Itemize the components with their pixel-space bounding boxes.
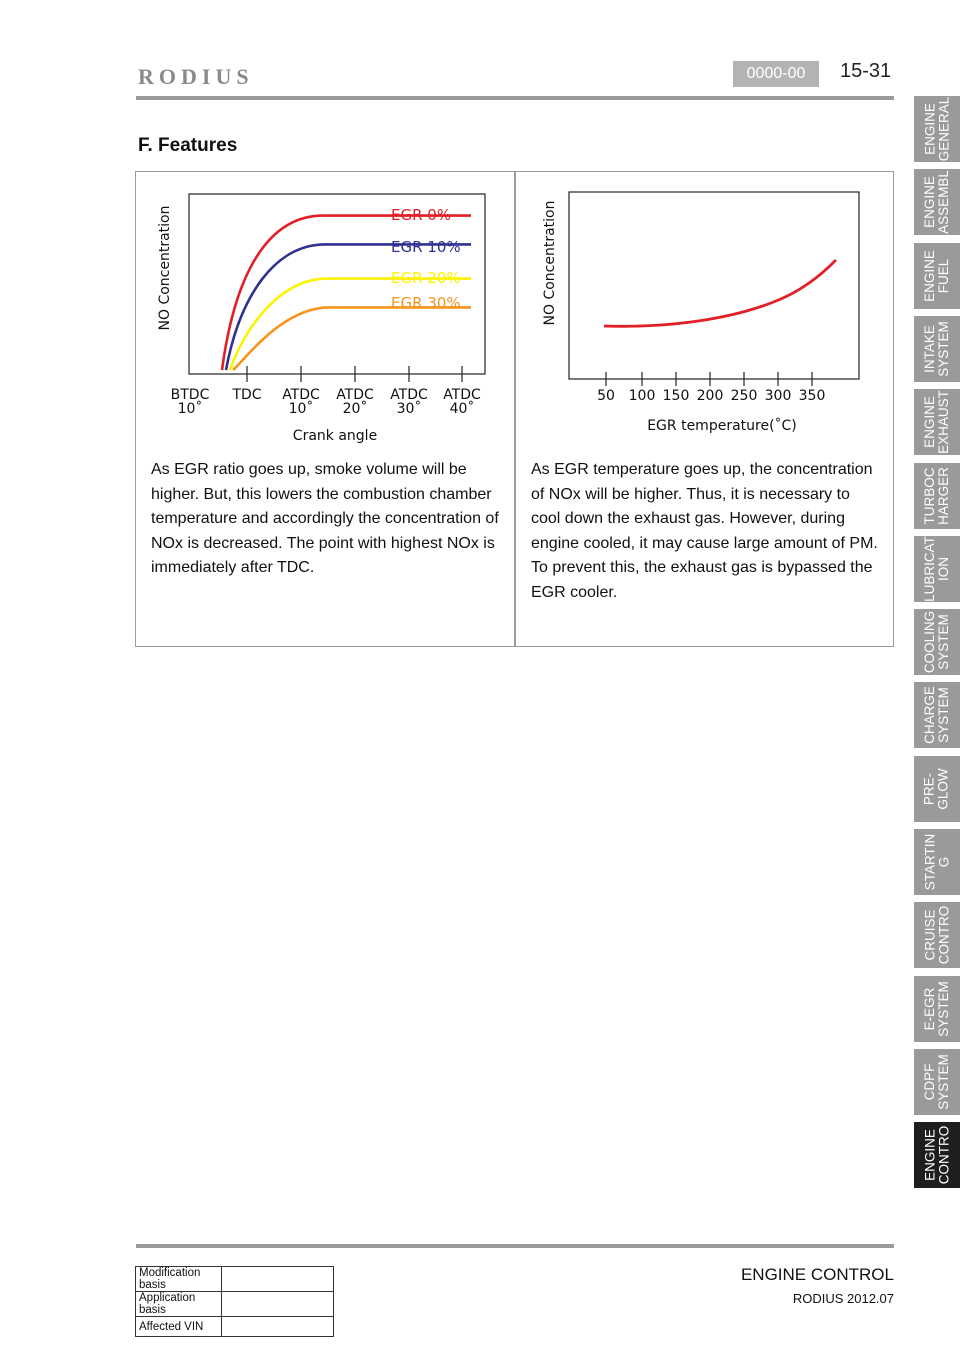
table-value: [222, 1267, 334, 1292]
egr-ratio-chart: [135, 175, 514, 450]
side-tab[interactable]: [914, 1122, 960, 1188]
right-x-tick-label: 300: [764, 388, 792, 404]
right-description: As EGR temperature goes up, the concentration of NOx will be higher. Thus, it is necessary to cool down the exhaust gas. However, during engine cooled, it may cause large amount of PM. To prevent this, the exhaust gas is bypassed the EGR cooler.: [531, 461, 878, 601]
right-plot-frame: [569, 192, 859, 379]
side-tab-label: LUBRICAT ION: [922, 535, 952, 602]
side-tab[interactable]: [914, 756, 960, 822]
left-x-tick-label: ATDC: [443, 387, 481, 403]
table-row: [136, 1292, 334, 1317]
left-series-label: EGR 20%: [391, 269, 461, 287]
side-tab[interactable]: [914, 682, 960, 748]
right-xlabel: EGR temperature(˚C): [647, 418, 797, 434]
left-x-tick-label: BTDC: [170, 387, 210, 403]
side-tab-label: COOLING SYSTEM: [922, 610, 952, 674]
right-x-tick-label: 250: [730, 388, 758, 404]
right-x-tick-label: 200: [696, 388, 724, 404]
side-tab[interactable]: [914, 316, 960, 382]
egr-temperature-chart: [516, 175, 894, 440]
side-tab[interactable]: [914, 243, 960, 309]
side-tab-label: TURBOC HARGER: [922, 466, 952, 525]
side-tab-label: ENGINE FUEL: [922, 249, 952, 302]
side-tab-label: CDPF SYSTEM: [922, 1054, 952, 1110]
footer-rule: [136, 1244, 894, 1248]
side-tab[interactable]: [914, 389, 960, 455]
side-tab-label: CRUISE CONTRO: [922, 906, 951, 965]
side-tab-label: ENGINE GENERAL: [922, 96, 951, 162]
right-ylabel: NO Concentration: [542, 200, 558, 326]
left-xlabel: Crank angle: [292, 428, 378, 444]
side-tab[interactable]: [914, 169, 960, 235]
left-x-tick-sublabel: 20˚: [342, 401, 368, 417]
side-tab-label: CHARGE SYSTEM: [922, 686, 952, 745]
table-row: [136, 1317, 334, 1337]
right-x-tick-label: 350: [798, 388, 826, 404]
side-tab-label: ENGINE EXHAUST: [922, 390, 952, 455]
table-label: Affected VIN: [136, 1317, 222, 1337]
side-tab[interactable]: [914, 609, 960, 675]
left-series-label: EGR 10%: [391, 238, 461, 256]
table-value: [222, 1317, 334, 1337]
footer-title: ENGINE CONTROL: [740, 1265, 894, 1284]
side-tab[interactable]: [914, 1049, 960, 1115]
table-row: [136, 1267, 334, 1292]
footer-subtitle: RODIUS 2012.07: [792, 1291, 894, 1306]
table-label: Application basis: [136, 1292, 222, 1317]
section-title: F. Features: [138, 135, 238, 156]
left-series-line: [230, 279, 471, 370]
right-x-tick-label: 100: [628, 388, 656, 404]
header-rule: [136, 96, 894, 100]
side-tab[interactable]: [914, 463, 960, 529]
left-x-tick-label: TDC: [232, 387, 262, 403]
left-series-label: EGR 0%: [391, 206, 452, 224]
right-x-tick-label: 50: [597, 388, 615, 404]
side-tab-label: E-EGR SYSTEM: [922, 980, 952, 1037]
right-x-tick-label: 150: [662, 388, 690, 404]
side-tab[interactable]: [914, 829, 960, 895]
left-x-tick-sublabel: 10˚: [288, 401, 314, 417]
side-tab[interactable]: [914, 96, 960, 162]
side-tab-label: ENGINE CONTRO: [922, 1125, 951, 1185]
table-value: [222, 1292, 334, 1317]
left-x-tick-sublabel: 30˚: [396, 401, 422, 417]
left-description: As EGR ratio goes up, smoke volume will be higher. But, this lowers the combustion chamber temperature and accordingly the concentration of NOx is decreased. The point with highest NOx is immediately after TDC.: [151, 461, 499, 576]
left-x-tick-label: ATDC: [282, 387, 320, 403]
side-tab[interactable]: [914, 902, 960, 968]
table-label: Modification basis: [136, 1267, 222, 1292]
side-tab[interactable]: [914, 976, 960, 1042]
side-tab-label: INTAKE SYSTEM: [922, 321, 952, 377]
modification-table: [135, 1266, 334, 1337]
rodius-logo: RODIUS: [138, 64, 254, 89]
side-tab-label: PRE- GLOW: [921, 768, 951, 810]
side-tab-label: STARTIN G: [922, 833, 952, 891]
left-series-label: EGR 30%: [391, 294, 461, 312]
right-series-line: [604, 260, 836, 326]
side-tab[interactable]: [914, 536, 960, 602]
side-tab-label: ENGINE ASSEMBL: [922, 170, 951, 235]
page-number: 15-31: [840, 60, 892, 82]
left-x-tick-label: ATDC: [390, 387, 428, 403]
left-series-line: [233, 307, 471, 370]
left-ylabel: NO Concentration: [157, 205, 173, 331]
left-x-tick-label: ATDC: [336, 387, 374, 403]
section-code-badge: 0000-00: [733, 61, 819, 87]
left-x-tick-sublabel: 10˚: [177, 401, 203, 417]
left-x-tick-sublabel: 40˚: [449, 401, 475, 417]
